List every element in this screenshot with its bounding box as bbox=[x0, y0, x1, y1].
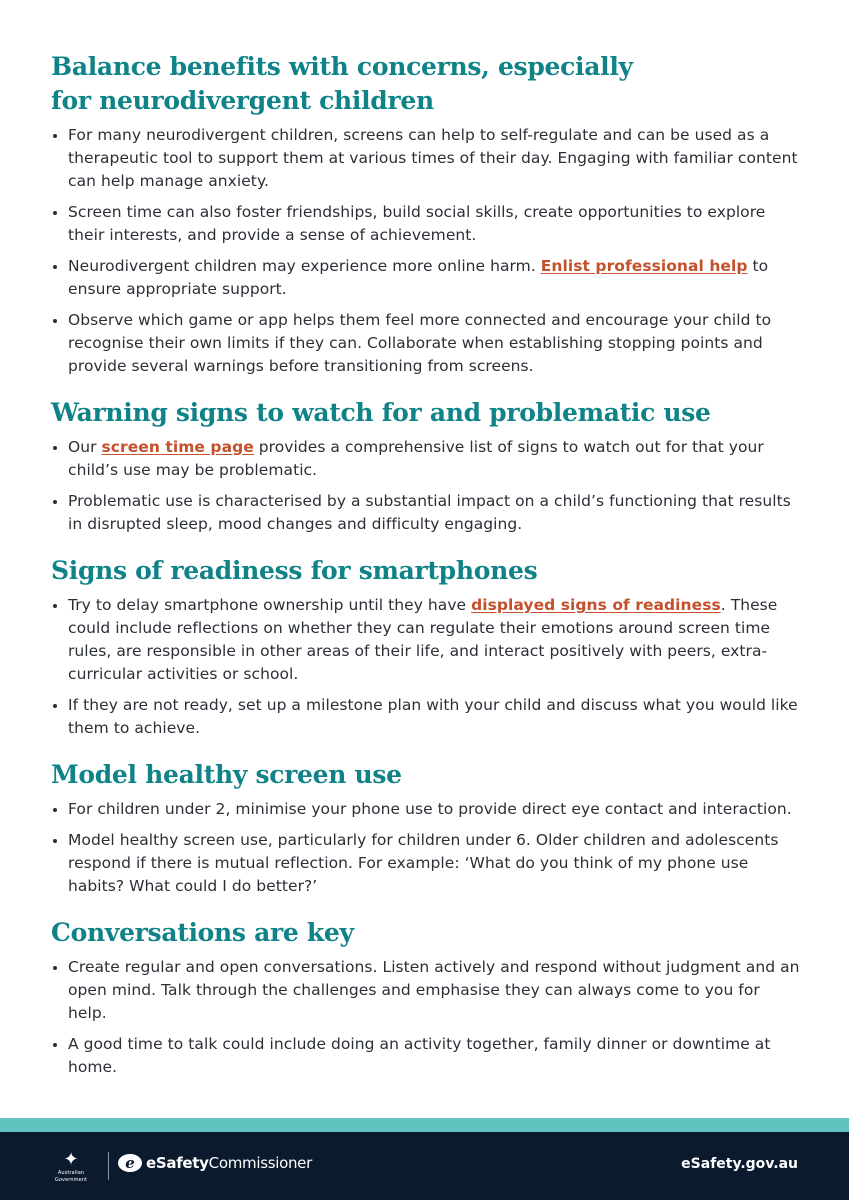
section-heading: Conversations are key bbox=[51, 918, 354, 947]
section-conversations bbox=[51, 916, 801, 1079]
list-item: Neurodivergent children may experience more online harm. Enlist professional help to ensure appropriate support. bbox=[51, 255, 801, 301]
enlist-professional-help-link[interactable]: Enlist professional help bbox=[540, 257, 748, 275]
coat-of-arms-icon: ✦ bbox=[63, 1149, 79, 1170]
screen-time-page-link[interactable]: screen time page bbox=[101, 438, 254, 456]
gov-logo-text: Australian Government bbox=[54, 1170, 88, 1183]
list-item: Create regular and open conversations. Listen actively and respond without judgment and an open mind. Talk through the challenges and emphasise they can always come to you for help. bbox=[51, 956, 801, 1025]
list-item: Problematic use is characterised by a substantial impact on a child’s functioning that results in disrupted sleep, mood changes and difficulty engaging. bbox=[51, 490, 801, 536]
footer bbox=[0, 1132, 849, 1200]
list-item: Screen time can also foster friendships, build social skills, create opportunities to explore their interests, and provide a sense of achievement. bbox=[51, 201, 801, 247]
logo-divider bbox=[108, 1152, 109, 1180]
footer-accent-band bbox=[0, 1118, 849, 1132]
list-item: Model healthy screen use, particularly for children under 6. Older children and adolescents respond if there is mutual reflection. For example: ‘What do you think of my phone use habits? What could I do better?’ bbox=[51, 829, 801, 898]
list-item: Try to delay smartphone ownership until they have displayed signs of readiness. These could include reflections on whether they can regulate their emotions around screen time rules, are responsible in other areas of their life, and interact positively with peers, extra-curricular activities or school. bbox=[51, 594, 801, 686]
section-readiness bbox=[51, 554, 801, 740]
website-url: eSafety.gov.au bbox=[681, 1156, 798, 1172]
brand-name: eSafetyCommissioner bbox=[146, 1154, 312, 1172]
list-item: Our screen time page provides a comprehensive list of signs to watch out for that your child’s use may be problematic. bbox=[51, 436, 801, 482]
displayed-signs-of-readiness-link[interactable]: displayed signs of readiness bbox=[471, 596, 721, 614]
section-heading: Balance benefits with concerns, especially for neurodivergent children bbox=[51, 52, 633, 115]
bullet-list bbox=[51, 436, 801, 536]
list-item: If they are not ready, set up a milestone plan with your child and discuss what you would like them to achieve. bbox=[51, 694, 801, 740]
section-heading: Warning signs to watch for and problematic use bbox=[51, 398, 711, 427]
section-warning-signs bbox=[51, 396, 801, 536]
main-content bbox=[51, 50, 801, 1097]
section-benefits bbox=[51, 50, 801, 378]
list-item: Observe which game or app helps them feel more connected and encourage your child to recognise their own limits if they can. Collaborate when establishing stopping points and provide several warnings before transitioning from screens. bbox=[51, 309, 801, 378]
section-heading: Model healthy screen use bbox=[51, 760, 402, 789]
bullet-list bbox=[51, 956, 801, 1079]
list-item: For many neurodivergent children, screens can help to self-regulate and can be used as a therapeutic tool to support them at various times of their day. Engaging with familiar content can help manage anxiety. bbox=[51, 124, 801, 193]
section-heading: Signs of readiness for smartphones bbox=[51, 556, 538, 585]
bullet-list bbox=[51, 798, 801, 898]
esafety-commissioner-logo bbox=[118, 1154, 312, 1172]
australian-government-logo bbox=[44, 1150, 98, 1184]
list-item: A good time to talk could include doing an activity together, family dinner or downtime at home. bbox=[51, 1033, 801, 1079]
bullet-list bbox=[51, 124, 801, 378]
section-model-healthy-use bbox=[51, 758, 801, 898]
bullet-list bbox=[51, 594, 801, 740]
list-item: For children under 2, minimise your phone use to provide direct eye contact and interaction. bbox=[51, 798, 801, 821]
esafety-e-icon: e bbox=[118, 1154, 142, 1172]
